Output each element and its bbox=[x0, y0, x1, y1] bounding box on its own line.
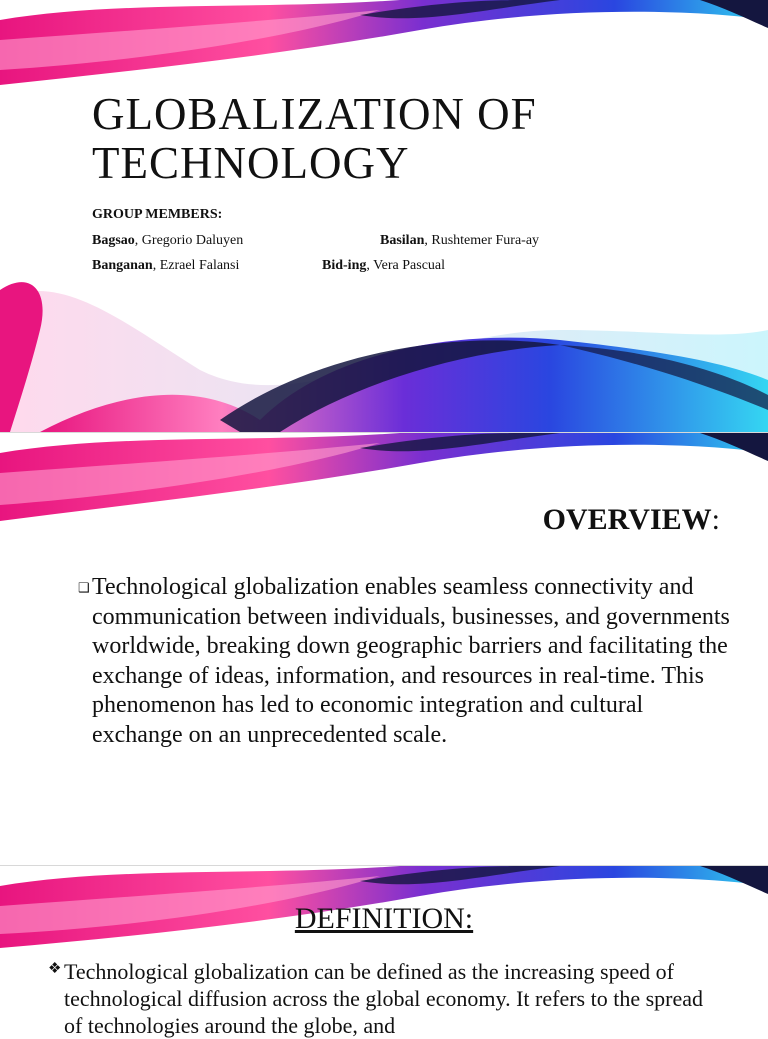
overview-heading bbox=[543, 503, 720, 537]
member-surname: Basilan bbox=[380, 233, 425, 248]
member-surname: Bagsao bbox=[92, 233, 135, 248]
member-given-name: , Rushtemer Fura-ay bbox=[424, 233, 540, 248]
member-name bbox=[322, 258, 445, 274]
member-name bbox=[92, 258, 239, 274]
square-bullet-icon: ❑ bbox=[78, 580, 90, 595]
definition-heading: DEFINITION: bbox=[294, 902, 474, 935]
overview-heading-text: OVERVIEW bbox=[542, 503, 712, 536]
overview-heading-colon: : bbox=[711, 503, 720, 536]
definition-slide bbox=[0, 866, 768, 1038]
member-given-name: , Vera Pascual bbox=[366, 258, 446, 273]
member-surname: Banganan bbox=[92, 258, 153, 273]
title-text: GLOBALIZATION OF TECHNOLOGY bbox=[92, 89, 537, 188]
definition-paragraph: Technological globalization can be defined as the increasing speed of technological diffusion across the global economy. It refers to the spread of technologies around the globe, and bbox=[64, 959, 704, 1038]
member-given-name: , Gregorio Daluyen bbox=[134, 233, 244, 248]
title-slide bbox=[0, 0, 768, 432]
member-given-name: , Ezrael Falansi bbox=[152, 258, 240, 273]
overview-slide bbox=[0, 433, 768, 865]
group-members-heading: GROUP MEMBERS: bbox=[92, 207, 223, 222]
overview-paragraph: Technological globalization enables seamless connectivity and communication between individuals, businesses, and governments worldwide, breaking down geographic barriers and facilitating the exchange of ideas, information, and resources in real-time. This phenomenon has led to economic integration and cultural exchange on an unprecedented scale. bbox=[92, 574, 730, 748]
member-name bbox=[92, 233, 243, 249]
diamond-bullet-icon: ❖ bbox=[48, 961, 62, 977]
member-surname: Bid-ing bbox=[322, 258, 367, 273]
member-name bbox=[380, 233, 539, 249]
slide-title bbox=[92, 90, 768, 188]
